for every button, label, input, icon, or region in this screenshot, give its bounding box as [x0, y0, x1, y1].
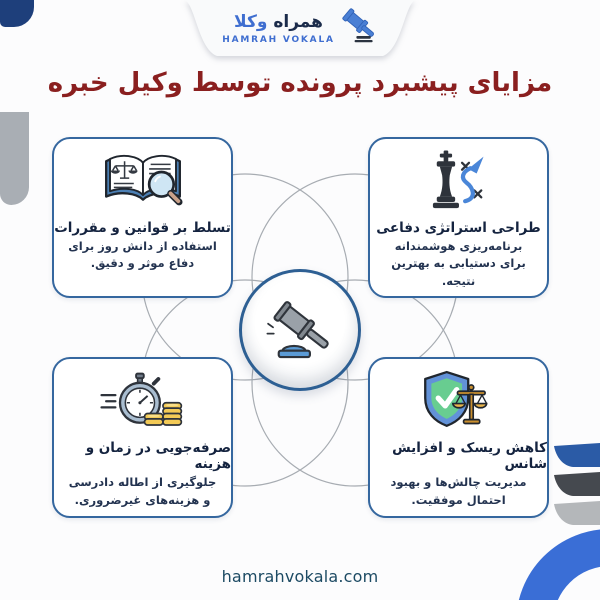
website-link[interactable]: hamrahvokala.com [221, 567, 379, 586]
left-edge-tab-shape [0, 112, 29, 205]
brand-name-en: HAMRAH VOKALA [222, 34, 335, 45]
card-title: طراحی استراتژی دفاعی [376, 220, 541, 236]
card-body: برنامه‌ریزی هوشمندانه برای دستیابی به بهترین نتیجه. [391, 239, 526, 288]
card-body: استفاده از دانش روز برای دفاع موثر و دقیق. [68, 239, 217, 271]
shield-check-scales-icon [415, 367, 503, 437]
card-save-time-cost [52, 357, 233, 518]
center-hub [239, 269, 361, 391]
card-title: تسلط بر قوانین و مقررات [54, 220, 231, 236]
card-law-mastery [52, 137, 233, 298]
brand-badge [184, 0, 416, 60]
brand-name-fa: همراه وکلا [234, 12, 323, 33]
stopwatch-coins-icon [99, 367, 187, 437]
card-reduce-risk [368, 357, 549, 518]
card-title: صرفه‌جویی در زمان و هزینه [85, 440, 231, 473]
page-title: مزایای پیشبرد پرونده توسط وکیل خبره [47, 68, 553, 98]
gavel-icon [342, 8, 378, 50]
card-body: جلوگیری از اطاله دادرسی و هزینه‌های غیرضروری. [68, 475, 217, 507]
card-title: کاهش ریسک و افزایش شانس [392, 440, 547, 473]
card-defense-strategy [368, 137, 549, 298]
card-body: مدیریت چالش‌ها و بهبود احتمال موفقیت. [390, 475, 527, 507]
stacked-fins-shape [554, 443, 600, 527]
law-book-magnifier-icon [99, 147, 187, 217]
chess-strategy-icon [415, 147, 503, 217]
gavel-icon [261, 292, 339, 368]
